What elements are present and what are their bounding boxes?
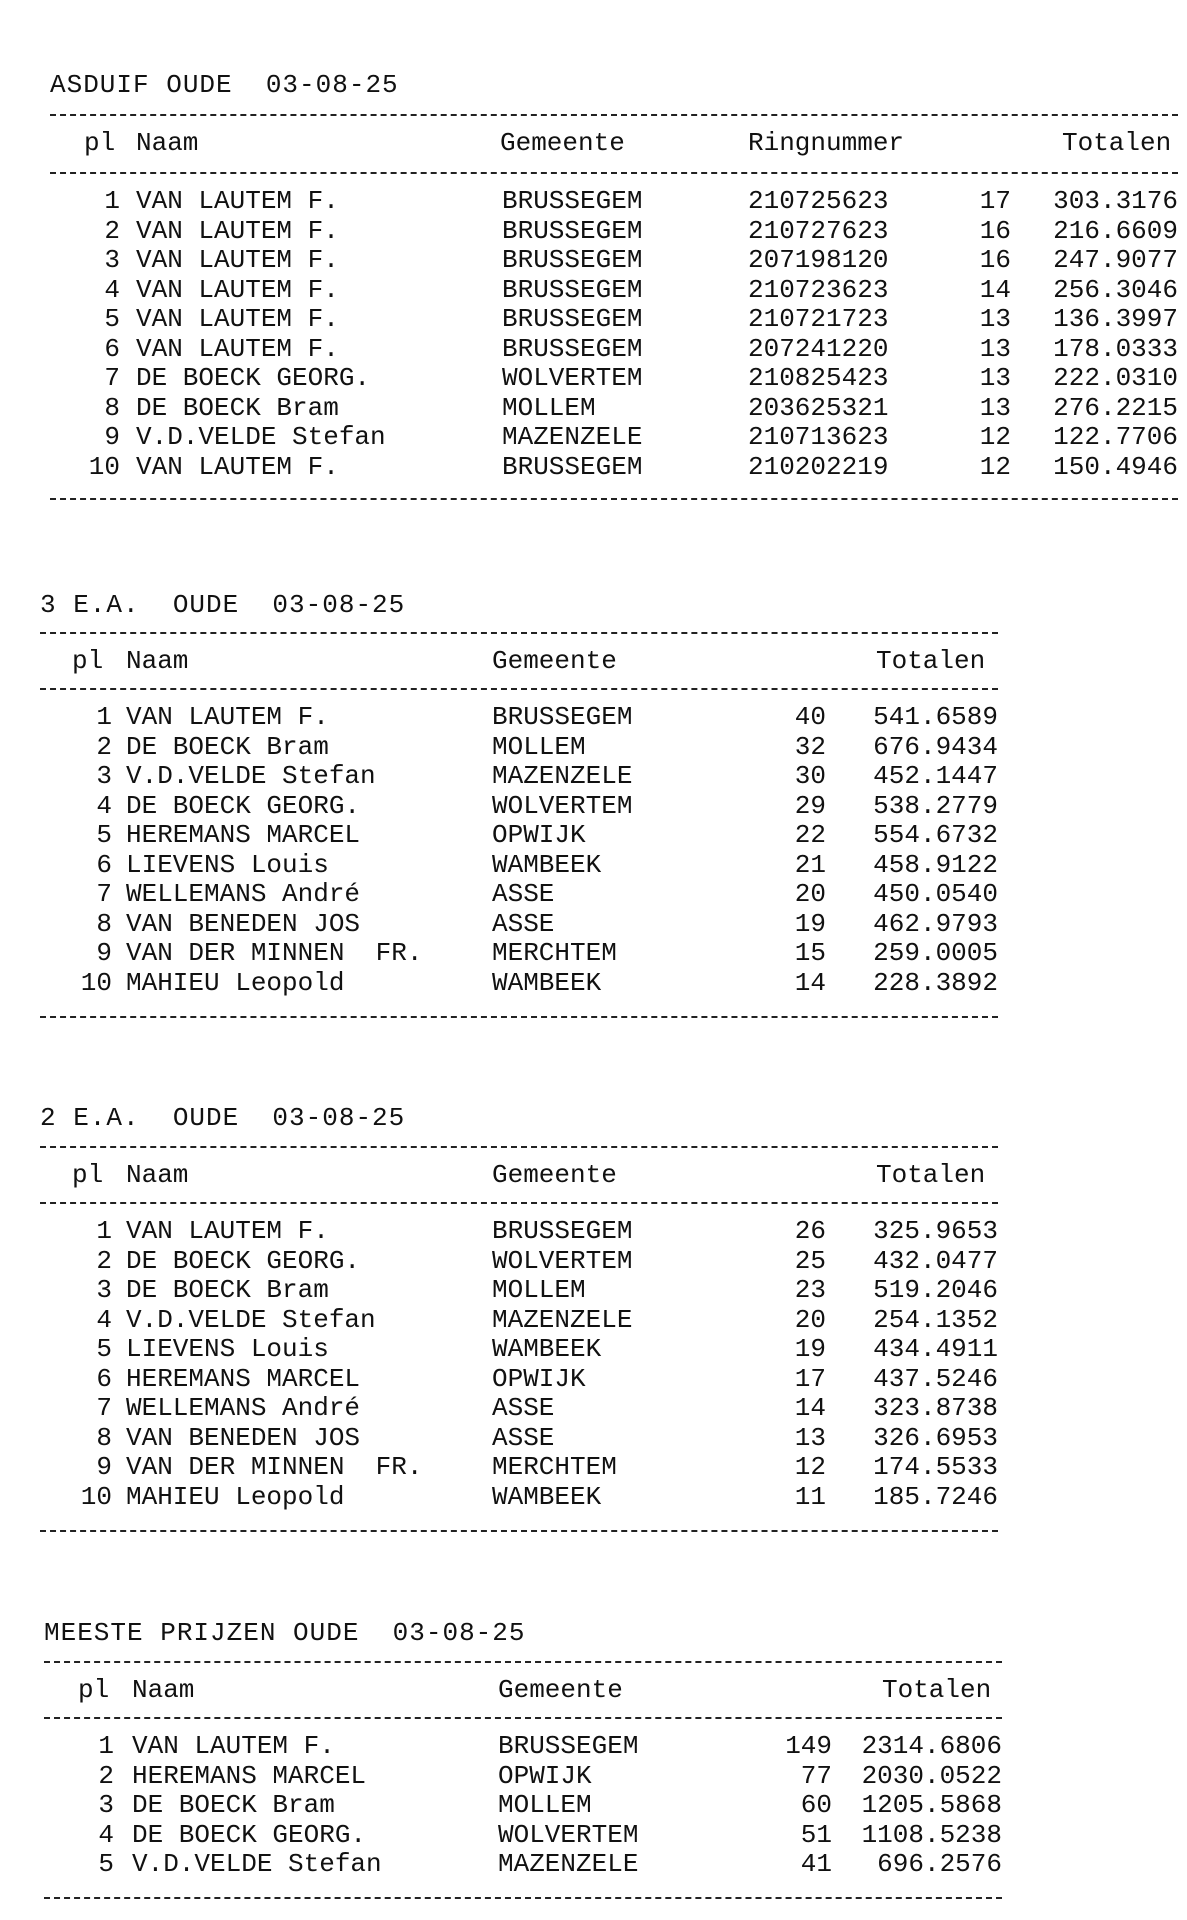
divider — [40, 1530, 998, 1532]
cell-pl: 2 — [96, 1245, 112, 1276]
divider — [40, 632, 998, 634]
cell-pl: 10 — [80, 1481, 112, 1512]
cell-gemeente: WOLVERTEM — [492, 790, 633, 821]
cell-gemeente: WOLVERTEM — [502, 363, 643, 393]
cell-pl: 4 — [96, 1304, 112, 1335]
cell-pl: 2 — [98, 1760, 114, 1791]
table-row — [0, 422, 1187, 452]
cell-tot: 122.7706 — [1053, 422, 1178, 452]
cell-tot: 462.9793 — [873, 908, 998, 939]
header-totalen: Totalen — [1062, 128, 1172, 158]
table-row — [0, 1334, 1187, 1364]
cell-n: 26 — [794, 1216, 826, 1246]
cell-pl: 4 — [98, 1819, 114, 1850]
cell-naam: VAN LAUTEM F. — [136, 274, 339, 305]
header-naam: Naam — [136, 128, 199, 158]
cell-pl: 6 — [104, 333, 120, 364]
cell-pl: 3 — [96, 1275, 112, 1305]
cell-ring: 210727623 — [748, 215, 889, 246]
cell-ring: 210713623 — [748, 422, 889, 452]
table-row — [0, 938, 1187, 968]
header-naam: Naam — [126, 1160, 189, 1190]
cell-n: 17 — [794, 1363, 826, 1394]
header-gemeente: Gemeente — [498, 1675, 623, 1705]
cell-n: 16 — [979, 215, 1011, 246]
section-title: 3 E.A. OUDE 03-08-25 — [40, 590, 406, 620]
divider — [44, 1717, 1002, 1719]
header-pl: pl — [78, 1675, 110, 1705]
cell-gemeente: MOLLEM — [502, 392, 596, 423]
cell-n: 20 — [794, 1304, 826, 1335]
cell-pl: 9 — [96, 938, 112, 968]
cell-naam: VAN LAUTEM F. — [136, 333, 339, 364]
cell-naam: V.D.VELDE Stefan — [126, 1304, 376, 1335]
cell-pl: 8 — [96, 908, 112, 939]
cell-gemeente: WAMBEEK — [492, 849, 602, 880]
cell-ring: 207198120 — [748, 245, 889, 275]
divider — [40, 1146, 998, 1148]
cell-tot: 1205.5868 — [861, 1790, 1002, 1820]
cell-n: 23 — [794, 1275, 826, 1305]
cell-ring: 210723623 — [748, 274, 889, 305]
cell-naam: DE BOECK Bram — [136, 392, 339, 423]
cell-n: 60 — [800, 1790, 832, 1820]
cell-naam: VAN LAUTEM F. — [126, 1216, 329, 1246]
cell-gemeente: BRUSSEGEM — [502, 245, 643, 275]
cell-naam: VAN DER MINNEN FR. — [126, 938, 423, 968]
table-row — [0, 702, 1187, 732]
table-row — [0, 1423, 1187, 1453]
cell-n: 40 — [794, 702, 826, 732]
cell-pl: 3 — [96, 761, 112, 791]
cell-tot: 256.3046 — [1053, 274, 1178, 305]
cell-tot: 2314.6806 — [861, 1731, 1002, 1761]
cell-naam: HEREMANS MARCEL — [132, 1760, 367, 1791]
cell-naam: DE BOECK Bram — [132, 1790, 335, 1820]
cell-n: 14 — [979, 274, 1011, 305]
table-header — [0, 128, 1187, 158]
section-title: 2 E.A. OUDE 03-08-25 — [40, 1103, 406, 1133]
cell-tot: 303.3176 — [1053, 186, 1178, 216]
cell-gemeente: BRUSSEGEM — [502, 274, 643, 305]
cell-ring: 210202219 — [748, 451, 889, 482]
cell-n: 25 — [794, 1245, 826, 1276]
cell-gemeente: BRUSSEGEM — [502, 215, 643, 246]
cell-pl: 2 — [104, 215, 120, 246]
cell-gemeente: ASSE — [492, 879, 555, 909]
table-header — [0, 646, 1187, 676]
cell-n: 13 — [979, 392, 1011, 423]
table-row — [0, 1275, 1187, 1305]
cell-gemeente: MERCHTEM — [492, 1452, 617, 1482]
cell-pl: 3 — [98, 1790, 114, 1820]
cell-tot: 437.5246 — [873, 1363, 998, 1394]
cell-tot: 178.0333 — [1053, 333, 1178, 364]
cell-pl: 2 — [96, 731, 112, 762]
cell-naam: VAN LAUTEM F. — [136, 186, 339, 216]
cell-naam: DE BOECK Bram — [126, 1275, 329, 1305]
cell-gemeente: ASSE — [492, 1393, 555, 1423]
table-row — [0, 216, 1187, 246]
table-row — [0, 761, 1187, 791]
cell-tot: 276.2215 — [1053, 392, 1178, 423]
cell-naam: V.D.VELDE Stefan — [136, 422, 386, 452]
table-row — [0, 245, 1187, 275]
cell-pl: 3 — [104, 245, 120, 275]
table-row — [0, 879, 1187, 909]
cell-naam: DE BOECK Bram — [126, 731, 329, 762]
cell-gemeente: WOLVERTEM — [492, 1245, 633, 1276]
cell-gemeente: BRUSSEGEM — [502, 186, 643, 216]
cell-pl: 7 — [96, 879, 112, 909]
cell-ring: 210825423 — [748, 363, 889, 393]
cell-pl: 5 — [98, 1849, 114, 1879]
cell-gemeente: MOLLEM — [492, 731, 586, 762]
cell-tot: 174.5533 — [873, 1452, 998, 1482]
cell-tot: 458.9122 — [873, 849, 998, 880]
divider — [50, 172, 1178, 174]
cell-tot: 323.8738 — [873, 1393, 998, 1423]
table-row — [0, 1393, 1187, 1423]
cell-gemeente: MAZENZELE — [502, 422, 643, 452]
cell-pl: 6 — [96, 1363, 112, 1394]
cell-n: 15 — [794, 938, 826, 968]
cell-pl: 9 — [104, 422, 120, 452]
cell-gemeente: MAZENZELE — [498, 1849, 639, 1879]
cell-tot: 450.0540 — [873, 879, 998, 909]
cell-n: 19 — [794, 1334, 826, 1364]
cell-pl: 10 — [80, 967, 112, 998]
cell-n: 149 — [785, 1731, 832, 1761]
cell-tot: 1108.5238 — [861, 1819, 1002, 1850]
divider — [44, 1661, 1002, 1663]
divider — [40, 688, 998, 690]
cell-tot: 150.4946 — [1053, 451, 1178, 482]
cell-gemeente: MERCHTEM — [492, 938, 617, 968]
cell-n: 12 — [794, 1452, 826, 1482]
table-row — [0, 275, 1187, 305]
cell-n: 21 — [794, 849, 826, 880]
table-row — [0, 1849, 1187, 1879]
table-row — [0, 1364, 1187, 1394]
cell-n: 29 — [794, 790, 826, 821]
cell-pl: 9 — [96, 1452, 112, 1482]
cell-pl: 8 — [96, 1422, 112, 1453]
cell-tot: 136.3997 — [1053, 304, 1178, 334]
cell-tot: 185.7246 — [873, 1481, 998, 1512]
cell-naam: WELLEMANS André — [126, 879, 361, 909]
cell-pl: 7 — [104, 363, 120, 393]
table-row — [0, 304, 1187, 334]
cell-n: 14 — [794, 1393, 826, 1423]
cell-pl: 4 — [96, 790, 112, 821]
table-row — [0, 1482, 1187, 1512]
cell-naam: DE BOECK GEORG. — [126, 790, 361, 821]
cell-n: 13 — [979, 363, 1011, 393]
cell-naam: VAN LAUTEM F. — [136, 245, 339, 275]
cell-n: 16 — [979, 245, 1011, 275]
cell-naam: VAN BENEDEN JOS — [126, 1422, 361, 1453]
cell-n: 17 — [979, 186, 1011, 216]
cell-gemeente: MAZENZELE — [492, 761, 633, 791]
cell-naam: HEREMANS MARCEL — [126, 1363, 361, 1394]
cell-n: 20 — [794, 879, 826, 909]
cell-naam: VAN BENEDEN JOS — [126, 908, 361, 939]
divider — [44, 1897, 1002, 1899]
cell-gemeente: ASSE — [492, 1422, 555, 1453]
cell-tot: 259.0005 — [873, 938, 998, 968]
header-gemeente: Gemeente — [492, 1160, 617, 1190]
table-row — [0, 452, 1187, 482]
cell-gemeente: OPWIJK — [492, 820, 586, 850]
cell-tot: 519.2046 — [873, 1275, 998, 1305]
section-title: MEESTE PRIJZEN OUDE 03-08-25 — [44, 1618, 526, 1648]
cell-naam: VAN DER MINNEN FR. — [126, 1452, 423, 1482]
header-totalen: Totalen — [876, 1160, 986, 1190]
cell-gemeente: WAMBEEK — [492, 1334, 602, 1364]
cell-pl: 6 — [96, 849, 112, 880]
cell-n: 41 — [800, 1849, 832, 1879]
cell-tot: 247.9077 — [1053, 245, 1178, 275]
cell-naam: LIEVENS Louis — [126, 849, 329, 880]
header-totalen: Totalen — [876, 646, 986, 676]
divider — [50, 114, 1178, 116]
header-pl: pl — [72, 1160, 104, 1190]
divider — [40, 1202, 998, 1204]
cell-gemeente: WAMBEEK — [492, 1481, 602, 1512]
cell-tot: 228.3892 — [873, 967, 998, 998]
cell-tot: 541.6589 — [873, 702, 998, 732]
cell-n: 22 — [794, 820, 826, 850]
cell-gemeente: BRUSSEGEM — [502, 451, 643, 482]
cell-tot: 432.0477 — [873, 1245, 998, 1276]
section-title: ASDUIF OUDE 03-08-25 — [50, 70, 399, 100]
table-row — [0, 909, 1187, 939]
header-totalen: Totalen — [882, 1675, 992, 1705]
cell-gemeente: MOLLEM — [492, 1275, 586, 1305]
cell-naam: LIEVENS Louis — [126, 1334, 329, 1364]
cell-naam: V.D.VELDE Stefan — [132, 1849, 382, 1879]
cell-tot: 326.6953 — [873, 1422, 998, 1453]
table-row — [0, 1731, 1187, 1761]
cell-pl: 5 — [104, 304, 120, 334]
cell-gemeente: BRUSSEGEM — [498, 1731, 639, 1761]
cell-pl: 5 — [96, 820, 112, 850]
cell-n: 51 — [800, 1819, 832, 1850]
header-pl: pl — [84, 128, 116, 158]
table-header — [0, 1160, 1187, 1190]
cell-naam: VAN LAUTEM F. — [136, 215, 339, 246]
table-row — [0, 393, 1187, 423]
cell-gemeente: OPWIJK — [498, 1760, 592, 1791]
cell-pl: 10 — [88, 451, 120, 482]
header-gemeente: Gemeente — [492, 646, 617, 676]
table-row — [0, 968, 1187, 998]
cell-gemeente: WOLVERTEM — [498, 1819, 639, 1850]
cell-tot: 434.4911 — [873, 1334, 998, 1364]
cell-tot: 538.2779 — [873, 790, 998, 821]
table-row — [0, 1790, 1187, 1820]
header-pl: pl — [72, 646, 104, 676]
cell-gemeente: BRUSSEGEM — [492, 702, 633, 732]
cell-tot: 222.0310 — [1053, 363, 1178, 393]
table-header — [0, 1675, 1187, 1705]
cell-naam: DE BOECK GEORG. — [136, 363, 371, 393]
cell-naam: DE BOECK GEORG. — [132, 1819, 367, 1850]
cell-gemeente: WAMBEEK — [492, 967, 602, 998]
cell-naam: WELLEMANS André — [126, 1393, 361, 1423]
cell-tot: 325.9653 — [873, 1216, 998, 1246]
cell-naam: MAHIEU Leopold — [126, 1481, 345, 1512]
cell-ring: 203625321 — [748, 392, 889, 423]
cell-n: 11 — [794, 1481, 826, 1512]
cell-n: 13 — [979, 333, 1011, 364]
cell-pl: 1 — [104, 186, 120, 216]
cell-ring: 210725623 — [748, 186, 889, 216]
table-row — [0, 334, 1187, 364]
cell-n: 12 — [979, 422, 1011, 452]
cell-pl: 5 — [96, 1334, 112, 1364]
table-row — [0, 732, 1187, 762]
table-row — [0, 1761, 1187, 1791]
table-row — [0, 1246, 1187, 1276]
table-row — [0, 186, 1187, 216]
cell-n: 32 — [794, 731, 826, 762]
divider — [40, 1016, 998, 1018]
cell-pl: 7 — [96, 1393, 112, 1423]
cell-gemeente: BRUSSEGEM — [502, 333, 643, 364]
cell-naam: HEREMANS MARCEL — [126, 820, 361, 850]
table-row — [0, 1216, 1187, 1246]
cell-n: 30 — [794, 761, 826, 791]
divider — [50, 498, 1178, 500]
cell-gemeente: MOLLEM — [498, 1790, 592, 1820]
cell-naam: VAN LAUTEM F. — [136, 451, 339, 482]
cell-tot: 452.1447 — [873, 761, 998, 791]
table-row — [0, 850, 1187, 880]
table-row — [0, 1305, 1187, 1335]
header-naam: Naam — [126, 646, 189, 676]
cell-gemeente: BRUSSEGEM — [502, 304, 643, 334]
cell-n: 14 — [794, 967, 826, 998]
table-row — [0, 820, 1187, 850]
cell-pl: 4 — [104, 274, 120, 305]
table-row — [0, 363, 1187, 393]
cell-n: 19 — [794, 908, 826, 939]
cell-ring: 210721723 — [748, 304, 889, 334]
table-row — [0, 1820, 1187, 1850]
table-row — [0, 1452, 1187, 1482]
cell-tot: 2030.0522 — [861, 1760, 1002, 1791]
cell-gemeente: BRUSSEGEM — [492, 1216, 633, 1246]
cell-n: 13 — [794, 1422, 826, 1453]
cell-tot: 676.9434 — [873, 731, 998, 762]
cell-n: 12 — [979, 451, 1011, 482]
cell-naam: VAN LAUTEM F. — [132, 1731, 335, 1761]
cell-tot: 554.6732 — [873, 820, 998, 850]
cell-n: 13 — [979, 304, 1011, 334]
cell-naam: MAHIEU Leopold — [126, 967, 345, 998]
cell-naam: VAN LAUTEM F. — [136, 304, 339, 334]
cell-naam: V.D.VELDE Stefan — [126, 761, 376, 791]
table-row — [0, 791, 1187, 821]
cell-gemeente: MAZENZELE — [492, 1304, 633, 1335]
cell-n: 77 — [800, 1760, 832, 1791]
header-ringnummer: Ringnummer — [748, 128, 905, 158]
cell-pl: 8 — [104, 392, 120, 423]
header-naam: Naam — [132, 1675, 195, 1705]
cell-ring: 207241220 — [748, 333, 889, 364]
cell-naam: VAN LAUTEM F. — [126, 702, 329, 732]
cell-tot: 254.1352 — [873, 1304, 998, 1335]
cell-tot: 216.6609 — [1053, 215, 1178, 246]
cell-pl: 1 — [96, 702, 112, 732]
cell-gemeente: ASSE — [492, 908, 555, 939]
cell-pl: 1 — [98, 1731, 114, 1761]
cell-naam: DE BOECK GEORG. — [126, 1245, 361, 1276]
cell-tot: 696.2576 — [877, 1849, 1002, 1879]
cell-gemeente: OPWIJK — [492, 1363, 586, 1394]
cell-pl: 1 — [96, 1216, 112, 1246]
header-gemeente: Gemeente — [500, 128, 625, 158]
